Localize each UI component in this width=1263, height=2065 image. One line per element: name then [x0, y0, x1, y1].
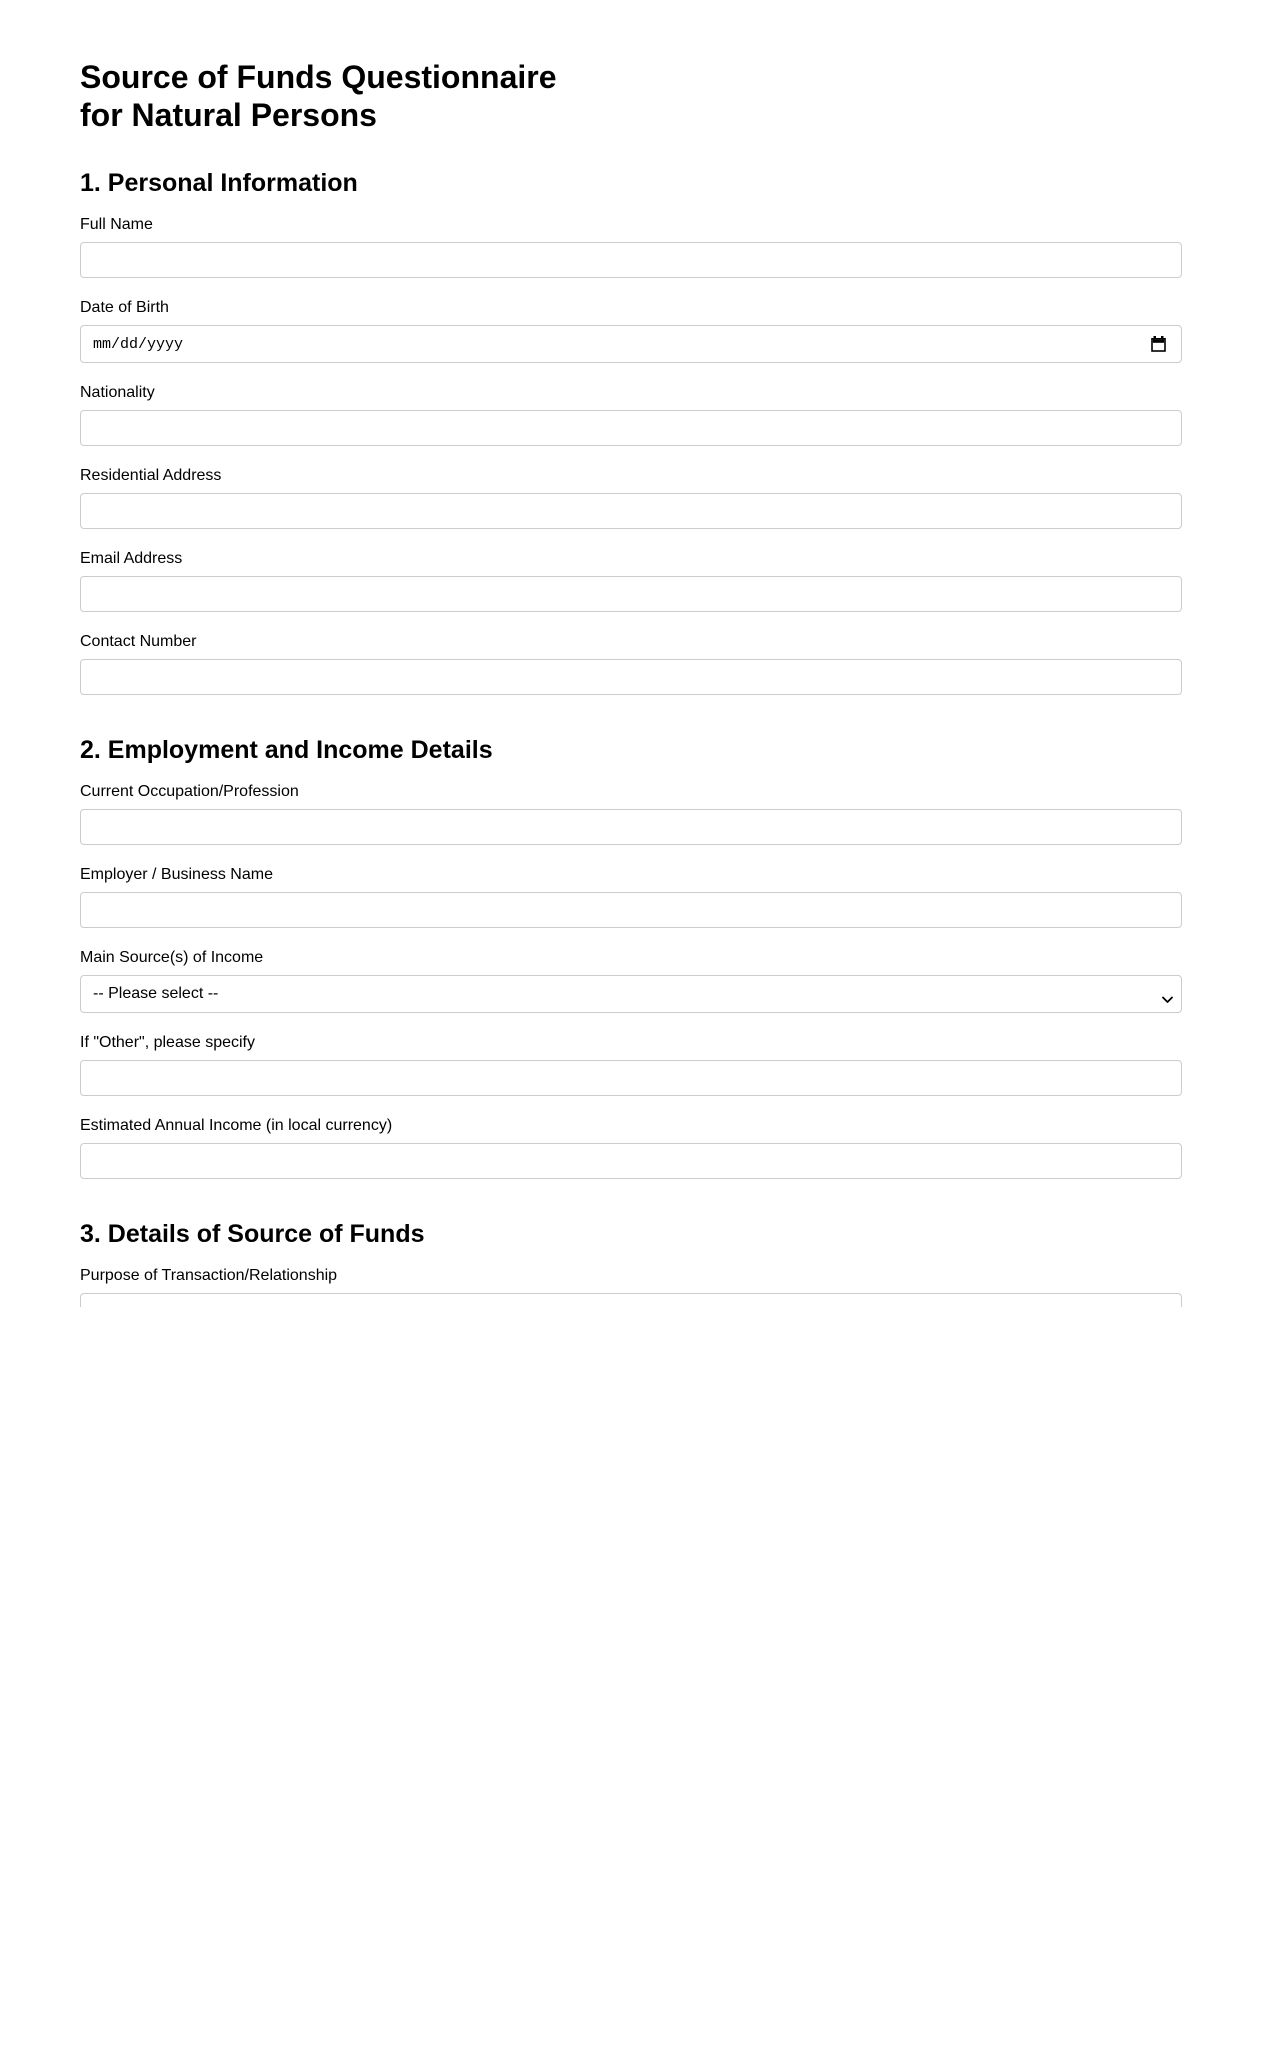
calendar-icon[interactable]	[1151, 336, 1166, 352]
nationality-input[interactable]	[80, 410, 1182, 446]
contact-number-input[interactable]	[80, 659, 1182, 695]
if-other-please-specify-input[interactable]	[80, 1060, 1182, 1096]
purpose-of-transaction-relationship-field	[80, 1267, 1182, 1307]
full-name-input[interactable]	[80, 242, 1182, 278]
main-source-s-of-income-field	[80, 949, 1182, 1013]
date-of-birth-field	[80, 299, 1182, 363]
current-occupation-profession-input[interactable]	[80, 809, 1182, 845]
purpose-of-transaction-relationship-label: Purpose of Transaction/Relationship	[80, 1267, 338, 1284]
date-of-birth-placeholder: mm/dd/yyyy	[93, 335, 184, 353]
chevron-down-icon	[1162, 991, 1173, 998]
section-heading-1-personal-information: 1. Personal Information	[80, 169, 358, 197]
email-address-label: Email Address	[80, 550, 183, 567]
estimated-annual-income-in-local-currency-input[interactable]	[80, 1143, 1182, 1179]
main-source-s-of-income-selected-option: -- Please select --	[93, 985, 219, 1002]
main-source-s-of-income-select[interactable]	[80, 975, 1182, 1013]
current-occupation-profession-label: Current Occupation/Profession	[80, 783, 299, 800]
current-occupation-profession-field	[80, 783, 1182, 845]
if-other-please-specify-field	[80, 1034, 1182, 1096]
page-title-line2: for Natural Persons	[80, 97, 377, 133]
if-other-please-specify-label: If "Other", please specify	[80, 1034, 255, 1051]
main-source-s-of-income-label: Main Source(s) of Income	[80, 949, 264, 966]
employer-business-name-input[interactable]	[80, 892, 1182, 928]
email-address-input[interactable]	[80, 576, 1182, 612]
email-address-field	[80, 550, 1182, 612]
residential-address-input[interactable]	[80, 493, 1182, 529]
section-heading-2-employment-and-income-details: 2. Employment and Income Details	[80, 736, 493, 764]
form-sections	[80, 168, 1182, 1307]
date-of-birth-label: Date of Birth	[80, 299, 169, 316]
estimated-annual-income-in-local-currency-field	[80, 1117, 1182, 1179]
nationality-label: Nationality	[80, 384, 155, 401]
contact-number-label: Contact Number	[80, 633, 197, 650]
contact-number-field	[80, 633, 1182, 695]
section-heading-3-details-of-source-of-funds: 3. Details of Source of Funds	[80, 1220, 425, 1248]
nationality-field	[80, 384, 1182, 446]
full-name-field	[80, 216, 1182, 278]
date-of-birth-input[interactable]	[80, 325, 1182, 363]
residential-address-label: Residential Address	[80, 467, 222, 484]
purpose-of-transaction-relationship-textarea[interactable]	[80, 1293, 1182, 1307]
employer-business-name-field	[80, 866, 1182, 928]
residential-address-field	[80, 467, 1182, 529]
page-title-line1: Source of Funds Questionnaire	[80, 59, 557, 95]
estimated-annual-income-in-local-currency-label: Estimated Annual Income (in local currency)	[80, 1117, 393, 1134]
full-name-label: Full Name	[80, 216, 153, 233]
employer-business-name-label: Employer / Business Name	[80, 866, 273, 883]
page-title	[80, 58, 1182, 134]
